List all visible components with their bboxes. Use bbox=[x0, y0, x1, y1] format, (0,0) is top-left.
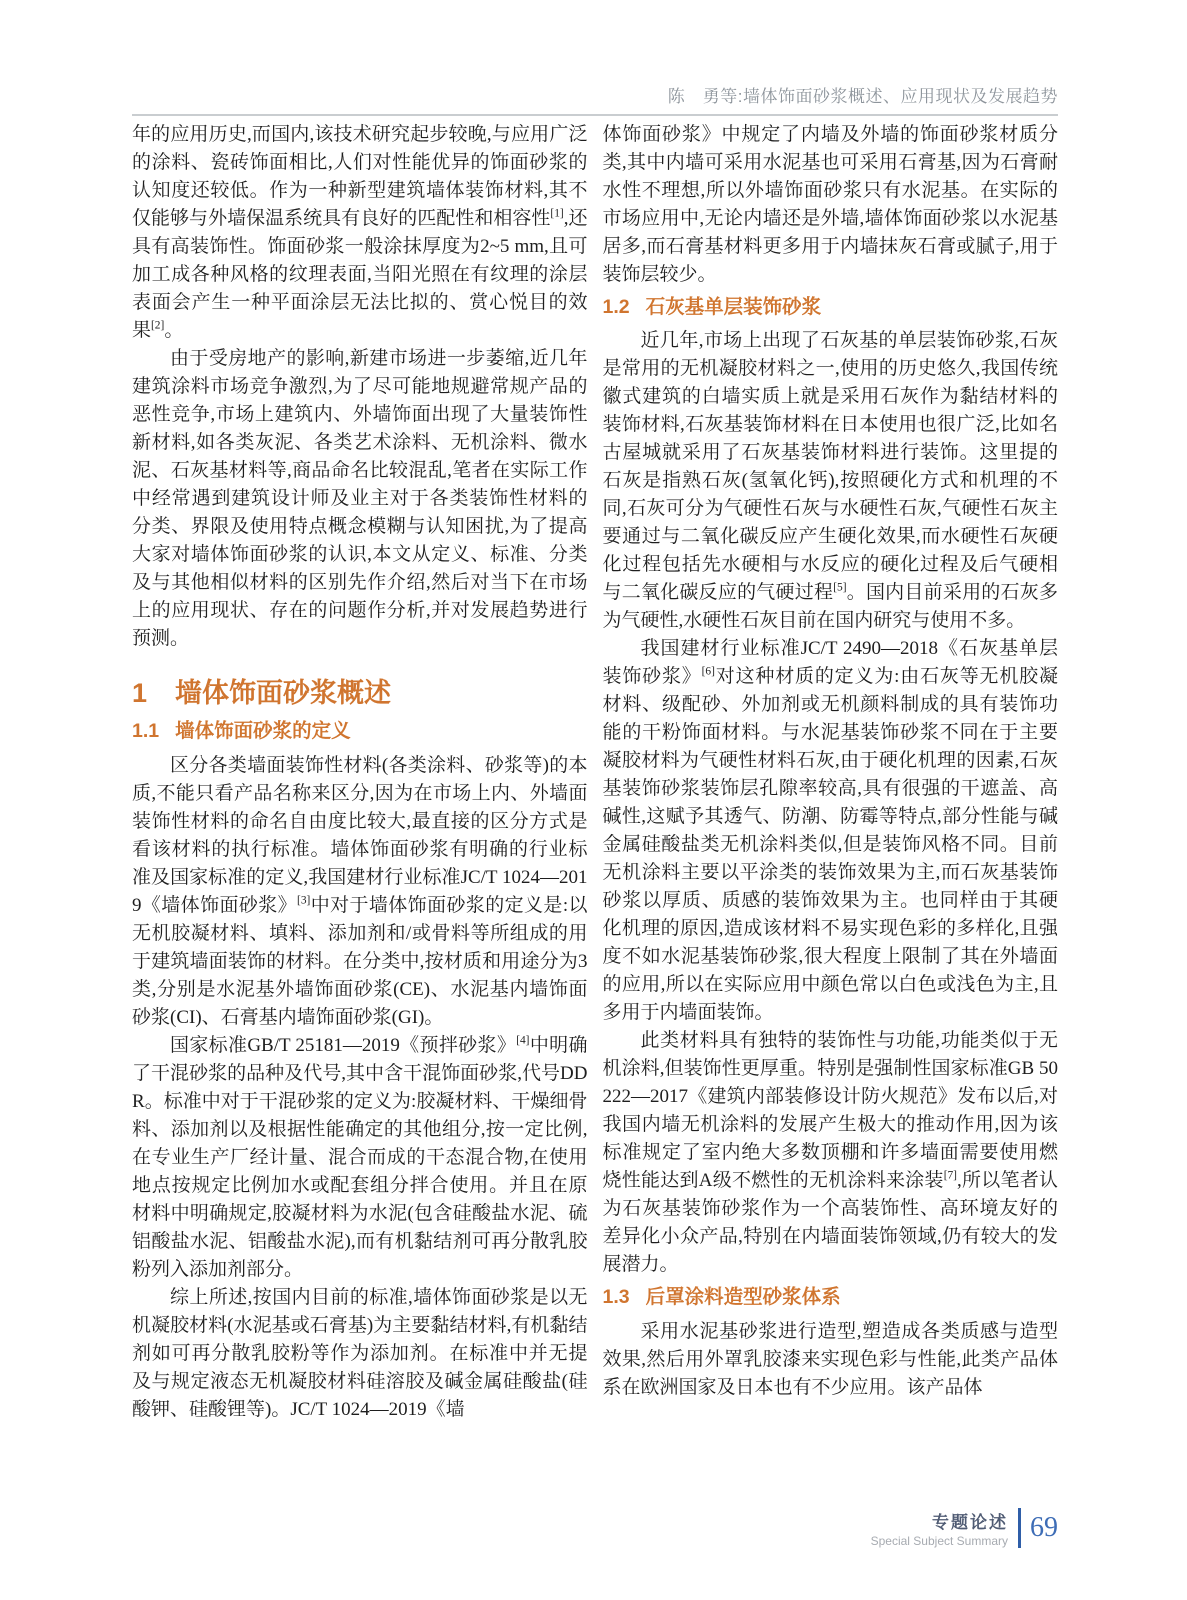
paragraph-coating-system: 采用水泥基砂浆进行造型,塑造成各类质感与造型效果,然后用外罩乳胶漆来实现色彩与性能,此类产品体系在欧洲国家及日本也有不少应用。该产品体 bbox=[602, 1320, 1058, 1398]
paragraph-lime-potential: 此类材料具有独特的装饰性与功能,功能类似于无机涂料,但装饰性更厚重。特别是强制性国家标准GB 50222—2017《建筑内部装修设计防火规范》发布以后,对我国内墙无机涂料的发展产生极大的推动作用,因为该标准规定了室内绝大多数顶棚和许多墙面需要使用燃烧性能达到A级不燃性的无机涂料来涂装[7],所以笔者认为石灰基装饰砂浆作为一个高装饰性、高环境友好的差异化小众产品,特别在内墙面装饰领域,仍有较大的发展潜力。 bbox=[602, 1030, 1058, 1276]
left-column bbox=[132, 121, 588, 1424]
paragraph-lime-history: 近几年,市场上出现了石灰基的单层装饰砂浆,石灰是常用的无机凝胶材料之一,使用的历史悠久,我国传统徽式建筑的白墙实质上就是采用石灰作为黏结材料的装饰材料,石灰基装饰材料在日本使用也很广泛,比如名古屋城就采用了石灰基装饰材料进行装饰。这里提的石灰是指熟石灰(氢氧化钙),按照硬化方式和机理的不同,石灰可分为气硬性石灰与水硬性石灰,气硬性石灰主要通过与二氧化碳反应产生硬化效果,而水硬性石灰硬化过程包括先水硬相与水反应的硬化过程及后气硬相与二氧化碳反应的气硬过程[5]。国内目前采用的石灰多为气硬性,水硬性石灰目前在国内研究与使用不多。 bbox=[602, 330, 1058, 632]
page-footer bbox=[871, 1508, 1058, 1548]
footer-column-label bbox=[871, 1508, 1008, 1548]
section-heading-1-3 bbox=[603, 1285, 1059, 1309]
section-number: 1 bbox=[132, 678, 148, 708]
paragraph-definition: 区分各类墙面装饰性材料(各类涂料、砂浆等)的本质,不能只看产品名称来区分,因为在市场上内、外墙面装饰性材料的命名自由度比较大,最直接的区分方式是看该材料的执行标准。墙体饰面砂浆有明确的行业标准及国家标准的定义,我国建材行业标准JC/T 1024—2019《墙体饰面砂浆》[3]中对于墙体饰面砂浆的定义是:以无机胶凝材料、填料、添加剂和/或骨料等所组成的用于建筑墙面装饰的材料。在分类中,按材质和用途分为3类,分别是水泥基外墙饰面砂浆(CE)、水泥基内墙饰面砂浆(CI)、石膏基内墙饰面砂浆(GI)。 bbox=[132, 754, 588, 1028]
paragraph-intro-continued: 年的应用历史,而国内,该技术研究起步较晚,与应用广泛的涂料、瓷砖饰面相比,人们对性能优异的饰面砂浆的认知度还较低。作为一种新型建筑墙体装饰材料,其不仅能够与外墙保温系统具有良好的匹配性和相容性[1],还具有高装饰性。饰面砂浆一般涂抹厚度为2~5 mm,且可加工成各种风格的纹理表面,当阳光照在有纹理的涂层表面会产生一种平面涂层无法比拟的、赏心悦目的效果[2]。 bbox=[132, 124, 588, 341]
section-title: 墙体饰面砂浆概述 bbox=[175, 678, 392, 708]
section-heading-1 bbox=[132, 677, 588, 709]
paragraph-continued: 体饰面砂浆》中规定了内墙及外墙的饰面砂浆材质分类,其中内墙可采用水泥基也可采用石膏基,因为石膏耐水性不理想,所以外墙饰面砂浆只有水泥基。在实际的市场应用中,无论内墙还是外墙,墙体饰面砂浆以水泥基居多,而石膏基材料更多用于内墙抹灰石膏或腻子,用于装饰层较少。 bbox=[602, 124, 1058, 285]
running-title: 陈 勇等:墙体饰面砂浆概述、应用现状及发展趋势 bbox=[667, 87, 1058, 106]
section-title: 石灰基单层装饰砂浆 bbox=[645, 296, 822, 318]
section-number: 1.1 bbox=[132, 720, 160, 743]
paragraph-standard-jct2490: 我国建材行业标准JC/T 2490—2018《石灰基单层装饰砂浆》[6]对这种材质的定义为:由石灰等无机胶凝材料、级配砂、外加剂或无机颜料制成的具有装饰功能的干粉饰面材料。与水泥基装饰砂浆不同在于主要凝胶材料为气硬性材料石灰,由于硬化机理的因素,石灰基装饰砂浆装饰层孔隙率较高,具有很强的干遮盖、高碱性,这赋予其透气、防潮、防霉等特点,部分性能与碱金属硅酸盐类无机涂料类似,但是装饰风格不同。目前无机涂料主要以平涂类的装饰效果为主,而石灰基装饰砂浆以厚质、质感的装饰效果为主。也同样由于其硬化机理的原因,造成该材料不易实现色彩的多样化,且强度不如水泥基装饰砂浆,很大程度上限制了其在外墙面的应用,所以在实际应用中颜色常以白色或浅色为主,且多用于内墙面装饰。 bbox=[602, 638, 1058, 1024]
page-number: 69 bbox=[1030, 1512, 1058, 1543]
footer-column-cn: 专题论述 bbox=[932, 1513, 1008, 1532]
section-title: 后罩涂料造型砂浆体系 bbox=[645, 1286, 841, 1309]
paragraph-intro: 由于受房地产的影响,新建市场进一步萎缩,近几年建筑涂料市场竞争激烈,为了尽可能地规避常规产品的恶性竞争,市场上建筑内、外墙饰面出现了大量装饰性新材料,如各类灰泥、各类艺术涂料、无机涂料、微水泥、石灰基材料等,商品命名比较混乱,笔者在实际工作中经常遇到建筑设计师及业主对于各类装饰性材料的分类、界限及使用特点概念模糊与认知困扰,为了提高大家对墙体饰面砂浆的认识,本文从定义、标准、分类及与其他相似材料的区别先作介绍,然后对当下在市场上的应用现状、存在的问题作分析,并对发展趋势进行预测。 bbox=[132, 348, 588, 649]
footer-divider-bar bbox=[1018, 1508, 1021, 1548]
paragraph-summary: 综上所述,按国内目前的标准,墙体饰面砂浆是以无机凝胶材料(水泥基或石膏基)为主要黏结材料,有机黏结剂如可再分散乳胶粉等作为添加剂。在标准中并无提及与规定液态无机凝胶材料硅溶胶及碱金属硅酸盐(硅酸钾、硅酸锂等)。JC/T 1024—2019《墙 bbox=[132, 1286, 588, 1420]
section-heading-1-2 bbox=[603, 295, 1059, 319]
running-header bbox=[132, 82, 1058, 116]
section-number: 1.2 bbox=[602, 296, 630, 318]
right-column bbox=[603, 121, 1059, 1424]
paragraph-standard-gbt25181: 国家标准GB/T 25181—2019《预拌砂浆》[4]中明确了干混砂浆的品种及代号,其中含干混饰面砂浆,代号DDR。标准中对于干混砂浆的定义为:胶凝材料、干燥细骨料、添加剂以及根据性能确定的其他组分,按一定比例,在专业生产厂经计量、混合而成的干态混合物,在使用地点按规定比例加水或配套组分拌合使用。并且在原材料中明确规定,胶凝材料为水泥(包含硅酸盐水泥、硫铝酸盐水泥、铝酸盐水泥),而有机黏结剂可再分散乳胶粉列入添加剂部分。 bbox=[132, 1034, 588, 1280]
section-heading-1-1 bbox=[132, 719, 588, 743]
section-title: 墙体饰面砂浆的定义 bbox=[175, 720, 351, 743]
section-number: 1.3 bbox=[602, 1286, 630, 1309]
footer-column-en: Special Subject Summary bbox=[870, 1534, 1008, 1548]
page-content bbox=[132, 121, 1058, 1424]
